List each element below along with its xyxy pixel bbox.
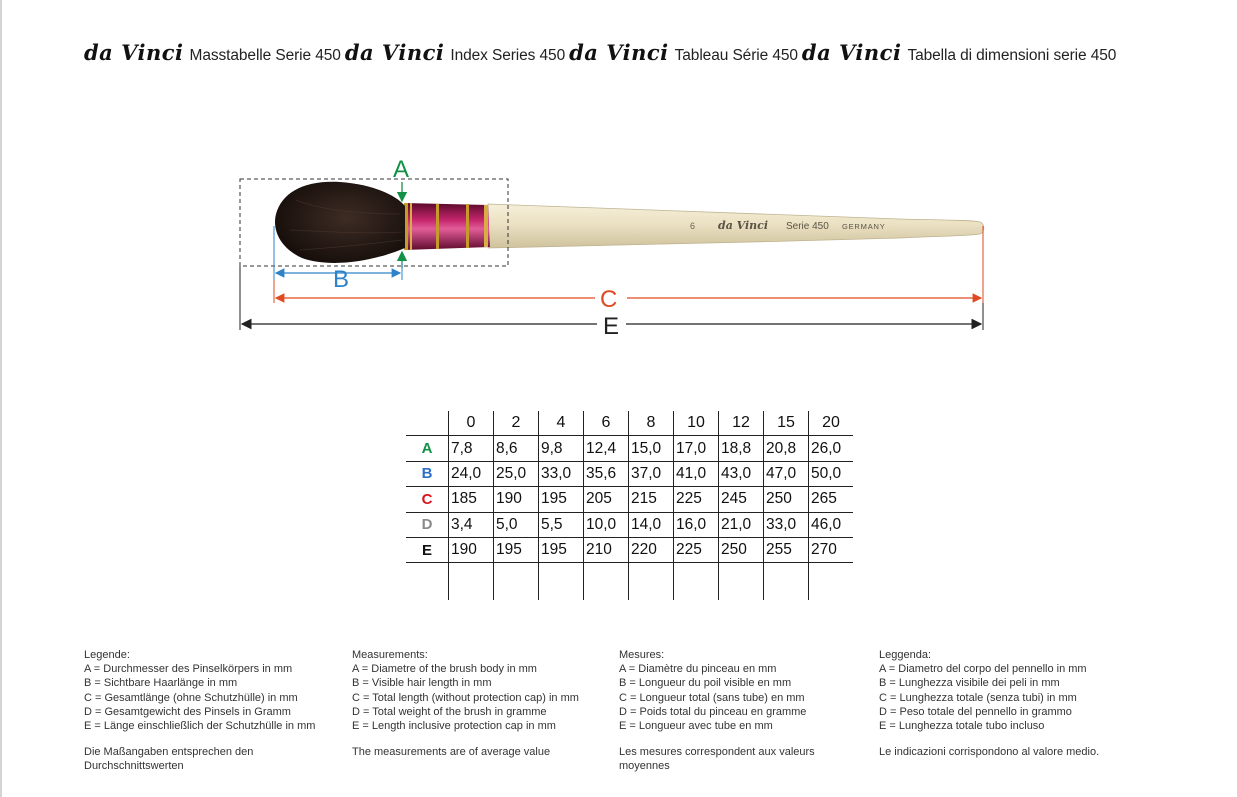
- table-cell: 43,0: [719, 461, 764, 486]
- size-header: 8: [629, 411, 674, 436]
- legend-line: A = Durchmesser des Pinselkörpers in mm: [84, 663, 293, 676]
- legend-line: B = Visible hair length in mm: [352, 677, 492, 690]
- blank-cell: [764, 563, 809, 601]
- legend-title: Leggenda:: [879, 649, 931, 661]
- table-cell: 225: [674, 487, 719, 512]
- measure-row-e: [406, 537, 853, 562]
- table-cell: 265: [809, 487, 854, 512]
- legend-it: [879, 648, 1129, 759]
- title-fr: Tableau Série 450: [674, 47, 798, 64]
- legend-line: E = Lunghezza totale tubo incluso: [879, 720, 1045, 733]
- table-cell: 41,0: [674, 461, 719, 486]
- table-corner: [406, 411, 449, 436]
- legend-line: E = Length inclusive protection cap in mm: [352, 720, 556, 733]
- blank-cell: [539, 563, 584, 601]
- blank-cell: [494, 563, 539, 601]
- table-cell: 255: [764, 537, 809, 562]
- table-cell: 5,0: [494, 512, 539, 537]
- legend-line: E = Länge einschließlich der Schutzhülle in mm: [84, 720, 316, 733]
- table-cell: 33,0: [539, 461, 584, 486]
- legend-note: Les mesures correspondent aux valeurs moyennes: [619, 746, 815, 773]
- legend-title: Legende:: [84, 649, 130, 661]
- size-header: 6: [584, 411, 629, 436]
- row-label: A: [406, 436, 449, 461]
- legend-line: D = Poids total du pinceau en gramme: [619, 705, 807, 718]
- title-de: Masstabelle Serie 450: [189, 47, 341, 64]
- table-cell: 220: [629, 537, 674, 562]
- blank-row: [406, 563, 853, 601]
- size-header-row: [406, 411, 853, 436]
- table-cell: 35,6: [584, 461, 629, 486]
- legend-line: A = Diamètre du pinceau en mm: [619, 663, 777, 676]
- table-cell: 21,0: [719, 512, 764, 537]
- table-cell: 47,0: [764, 461, 809, 486]
- blank-cell: [406, 563, 449, 601]
- handle-country-imprint: GERMANY: [842, 222, 886, 231]
- size-header: 0: [449, 411, 494, 436]
- blank-cell: [719, 563, 764, 601]
- table-cell: 17,0: [674, 436, 719, 461]
- table-cell: 33,0: [764, 512, 809, 537]
- size-header: 15: [764, 411, 809, 436]
- dimension-label-e: E: [603, 313, 620, 340]
- legend-line: B = Longueur du poil visible en mm: [619, 677, 792, 690]
- legend-de: [84, 648, 339, 774]
- title-en: Index Series 450: [450, 47, 566, 64]
- table-cell: 26,0: [809, 436, 854, 461]
- size-header: 4: [539, 411, 584, 436]
- handle-series-imprint: Serie 450: [786, 221, 829, 232]
- blank-cell: [809, 563, 854, 601]
- brand-logo-en: da Vinci: [344, 40, 445, 65]
- legend-note: Le indicazioni corrispondono al valore medio.: [879, 746, 1100, 759]
- brand-logo-fr: da Vinci: [569, 40, 669, 65]
- brush-ferrule: [404, 203, 490, 250]
- table-cell: 5,5: [539, 512, 584, 537]
- legend-line: E = Longueur avec tube en mm: [619, 720, 773, 733]
- table-cell: 15,0: [629, 436, 674, 461]
- table-cell: 205: [584, 487, 629, 512]
- table-cell: 24,0: [449, 461, 494, 486]
- size-header: 12: [719, 411, 764, 436]
- ferrule-gold-band: [436, 204, 439, 249]
- legend-line: A = Diametre of the brush body in mm: [352, 663, 537, 676]
- measure-row-b: [406, 461, 853, 486]
- row-label: B: [406, 461, 449, 486]
- table-cell: 14,0: [629, 512, 674, 537]
- table-cell: 245: [719, 487, 764, 512]
- size-header: 20: [809, 411, 854, 436]
- table-cell: 190: [449, 537, 494, 562]
- brand-logo-it: da Vinci: [801, 40, 902, 65]
- table-cell: 250: [764, 487, 809, 512]
- size-header: 10: [674, 411, 719, 436]
- legend-note: Die Maßangaben entsprechen den Durchschnittswerten: [84, 746, 254, 773]
- size-table: [406, 411, 853, 600]
- legend-fr: [619, 648, 869, 774]
- table-cell: 10,0: [584, 512, 629, 537]
- legend-line: C = Longueur total (sans tube) en mm: [619, 691, 805, 704]
- table-cell: 16,0: [674, 512, 719, 537]
- dimension-label-c: C: [600, 286, 618, 313]
- table-cell: 215: [629, 487, 674, 512]
- legend-title: Mesures:: [619, 649, 665, 661]
- blank-cell: [449, 563, 494, 601]
- handle-size-imprint: 6: [690, 221, 696, 231]
- ferrule-gold-band: [484, 205, 488, 247]
- table-cell: 20,8: [764, 436, 809, 461]
- legend-line: D = Gesamtgewicht des Pinsels in Gramm: [84, 705, 291, 718]
- row-label: E: [406, 537, 449, 562]
- table-cell: 18,8: [719, 436, 764, 461]
- legend-line: C = Total length (without protection cap) in mm: [352, 691, 579, 704]
- table-cell: 46,0: [809, 512, 854, 537]
- brush-hair: [275, 182, 405, 263]
- measure-row-c: [406, 487, 853, 512]
- title-it: Tabella di dimensioni serie 450: [907, 47, 1117, 64]
- table-cell: 210: [584, 537, 629, 562]
- table-cell: 195: [494, 537, 539, 562]
- table-cell: 3,4: [449, 512, 494, 537]
- size-header: 2: [494, 411, 539, 436]
- table-cell: 185: [449, 487, 494, 512]
- table-cell: 7,8: [449, 436, 494, 461]
- table-cell: 250: [719, 537, 764, 562]
- table-cell: 12,4: [584, 436, 629, 461]
- table-cell: 190: [494, 487, 539, 512]
- legend-line: B = Lunghezza visibile dei peli in mm: [879, 677, 1060, 690]
- legend-line: D = Peso totale del pennello in grammo: [879, 705, 1072, 718]
- table-cell: 9,8: [539, 436, 584, 461]
- blank-cell: [584, 563, 629, 601]
- legend-en: [352, 648, 612, 759]
- blank-cell: [674, 563, 719, 601]
- legend-title: Measurements:: [352, 649, 428, 661]
- table-cell: 195: [539, 537, 584, 562]
- table-cell: 25,0: [494, 461, 539, 486]
- measure-row-d: [406, 512, 853, 537]
- row-label: D: [406, 512, 449, 537]
- table-cell: 8,6: [494, 436, 539, 461]
- brand-logo-de: da Vinci: [84, 40, 184, 65]
- blank-cell: [629, 563, 674, 601]
- table-cell: 270: [809, 537, 854, 562]
- row-label: C: [406, 487, 449, 512]
- legend-line: C = Gesamtlänge (ohne Schutzhülle) in mm: [84, 691, 298, 704]
- table-cell: 195: [539, 487, 584, 512]
- dimension-label-b: B: [333, 266, 350, 293]
- legend-line: A = Diametro del corpo del pennello in mm: [879, 663, 1087, 676]
- legend-line: C = Lunghezza totale (senza tubi) in mm: [879, 691, 1077, 704]
- dimension-label-a: A: [393, 156, 410, 183]
- ferrule-gold-band: [410, 203, 412, 250]
- legend-line: D = Total weight of the brush in gramme: [352, 705, 547, 718]
- measure-row-a: [406, 436, 853, 461]
- handle-brand-imprint: da Vinci: [718, 219, 769, 232]
- ferrule-gold-band: [466, 204, 469, 248]
- legend-line: B = Sichtbare Haarlänge in mm: [84, 677, 238, 690]
- table-cell: 50,0: [809, 461, 854, 486]
- legend-note: The measurements are of average value: [352, 746, 551, 759]
- table-cell: 225: [674, 537, 719, 562]
- table-cell: 37,0: [629, 461, 674, 486]
